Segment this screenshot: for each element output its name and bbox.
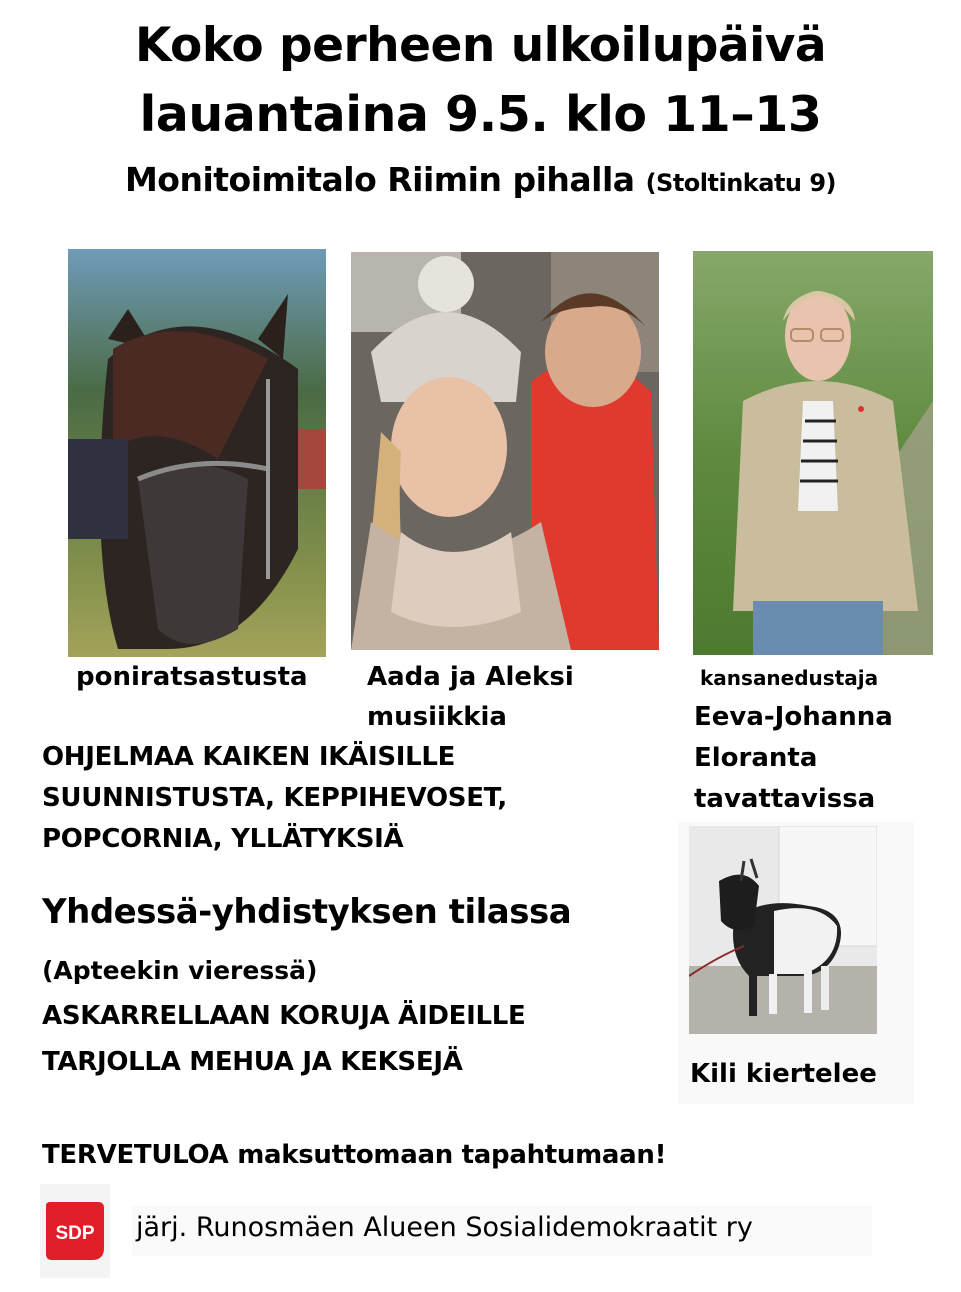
indoor-heading: Yhdessä-yhdistyksen tilassa — [42, 892, 572, 932]
duo-photo — [351, 252, 659, 650]
pony-photo — [68, 249, 326, 657]
indoor-line-1: ASKARRELLAAN KORUJA ÄIDEILLE — [42, 1001, 526, 1031]
location-address: (Stoltinkatu 9) — [645, 169, 837, 197]
location-name: Monitoimitalo Riimin pihalla — [124, 160, 635, 199]
sdp-logo — [40, 1184, 110, 1278]
program-line-1: OHJELMAA KAIKEN IKÄISILLE — [42, 742, 456, 772]
program-line-3: POPCORNIA, YLLÄTYKSIÄ — [42, 824, 404, 854]
pony-caption: poniratsastusta — [76, 662, 308, 692]
location-line — [0, 160, 961, 199]
duo-caption-line-2: musiikkia — [367, 702, 507, 732]
mp-role: kansanedustaja — [700, 666, 879, 690]
goat-photo — [689, 826, 877, 1034]
mp-photo — [693, 251, 933, 655]
welcome-rest: maksuttomaan tapahtumaan! — [237, 1140, 667, 1170]
sdp-logo-text: SDP — [55, 1223, 95, 1244]
program-line-2: SUUNNISTUSTA, KEPPIHEVOSET, — [42, 783, 507, 813]
mp-name-line-3: tavattavissa — [694, 784, 876, 814]
welcome-caps: TERVETULOA — [42, 1140, 229, 1170]
title-line-2: lauantaina 9.5. klo 11–13 — [139, 86, 822, 143]
welcome-line — [42, 1140, 666, 1170]
indoor-sub: (Apteekin vieressä) — [42, 956, 318, 985]
title-line-1: Koko perheen ulkoilupäivä — [134, 18, 827, 73]
goat-caption: Kili kiertelee — [690, 1059, 877, 1089]
duo-caption-line-1: Aada ja Aleksi — [367, 662, 574, 692]
mp-name-line-1: Eeva-Johanna — [694, 702, 893, 732]
organizer-text: järj. Runosmäen Alueen Sosialidemokraatit ry — [136, 1212, 753, 1243]
indoor-line-2: TARJOLLA MEHUA JA KEKSEJÄ — [42, 1047, 463, 1077]
mp-name-line-2: Eloranta — [694, 743, 818, 773]
